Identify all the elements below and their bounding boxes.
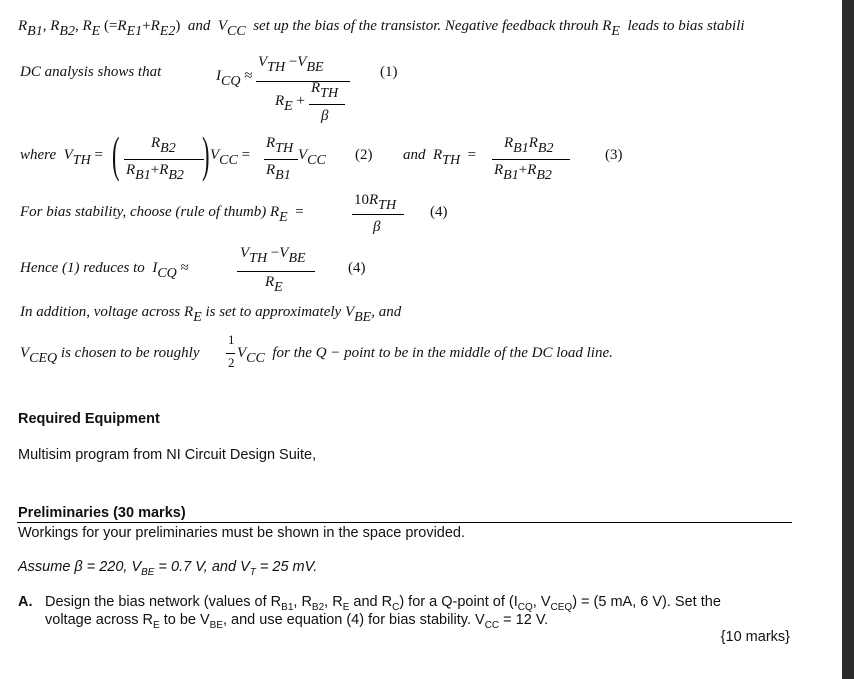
text: In addition, voltage across — [20, 304, 181, 320]
sym: V — [210, 147, 220, 163]
eq5-number: (4) — [348, 260, 366, 276]
marks-label: {10 marks} — [720, 629, 790, 645]
sym: R — [504, 135, 514, 151]
preliminaries-heading: Preliminaries (30 marks) — [18, 505, 186, 521]
text: is set to approximately — [205, 304, 342, 320]
eq2-lead — [20, 147, 103, 168]
fraction-bar — [237, 271, 315, 272]
sub: CQ — [517, 601, 533, 613]
rth-symbol — [266, 135, 294, 156]
sym: = — [241, 147, 251, 163]
text: , and use equation (4) for bias stability. V — [223, 612, 485, 628]
sub: E — [342, 601, 350, 613]
sym: R — [18, 18, 28, 34]
half-numerator: 1 — [228, 332, 235, 347]
sym: R — [527, 162, 537, 178]
beta-symbol: β — [321, 108, 329, 124]
sym: R — [266, 162, 276, 178]
vcc-symbol — [237, 345, 613, 366]
sub: B2 — [311, 601, 325, 613]
sym: 10 — [354, 192, 369, 208]
sym: (= — [103, 18, 118, 34]
rb2-symbol — [151, 135, 176, 156]
sub: B2 — [59, 24, 75, 39]
heading-underline — [17, 522, 792, 523]
sym: V — [297, 54, 307, 70]
sym: R — [528, 135, 538, 151]
sym: R — [275, 93, 285, 109]
sym: + — [518, 162, 528, 178]
sub: B2 — [536, 168, 552, 183]
sym: , — [42, 18, 47, 34]
eq5-lead — [20, 260, 189, 281]
eq1-denominator — [275, 93, 305, 114]
text: voltage across R — [45, 612, 153, 628]
sub: CC — [246, 351, 265, 366]
sym: R — [369, 192, 379, 208]
sub: B2 — [168, 168, 184, 183]
sym: R — [602, 18, 612, 34]
sym: R — [50, 18, 60, 34]
sym: V — [298, 147, 308, 163]
text: For bias stability, choose (rule of thumb) — [20, 204, 267, 220]
fraction-bar — [352, 214, 404, 215]
sub: BE — [141, 566, 155, 578]
vcc-symbol — [298, 147, 326, 168]
sub: B1 — [275, 168, 291, 183]
beta-symbol: β — [373, 219, 381, 235]
sub: CQ — [157, 266, 177, 281]
sub: CC — [219, 153, 238, 168]
sub: E — [91, 24, 101, 39]
rb1-plus-rb2 — [494, 162, 552, 183]
sub: TH — [442, 153, 461, 168]
text: Assume β = 220, V — [18, 559, 142, 575]
sub: E — [284, 99, 293, 114]
sub: E2 — [159, 24, 176, 39]
text: for the Q − point to be in the middle of the DC load line. — [272, 345, 613, 361]
vcc-symbol — [210, 147, 251, 168]
sub: E — [274, 280, 283, 295]
preliminaries-text: Workings for your preliminaries must be shown in the space provided. — [18, 525, 466, 541]
sub: CC — [307, 153, 326, 168]
intro-line — [18, 18, 745, 39]
sub: TH — [378, 198, 397, 213]
eq4-number: (4) — [430, 204, 448, 220]
sub: TH — [249, 251, 268, 266]
sym: V — [240, 245, 250, 261]
eq5-numerator — [240, 245, 306, 266]
sym: − — [270, 245, 280, 261]
sym: I — [152, 260, 158, 276]
sym: + — [296, 93, 305, 109]
sub: TH — [267, 60, 286, 75]
sym: V — [258, 54, 268, 70]
sub: E — [611, 24, 620, 39]
eq2-number: (2) — [355, 147, 373, 163]
sym: R — [311, 80, 321, 96]
text: , and — [371, 304, 402, 320]
sym: ) — [175, 18, 181, 34]
sym: V — [344, 304, 355, 320]
sub: CC — [484, 619, 500, 631]
sub: BE — [209, 619, 223, 631]
fraction-bar — [124, 159, 204, 160]
text: ) = (5 mA, 6 V). Set the — [572, 594, 721, 610]
rth-symbol — [311, 80, 339, 101]
right-paren: ) — [202, 126, 210, 182]
text: = 0.7 V, and V — [154, 559, 250, 575]
sym: ≈ — [180, 260, 189, 276]
rb1-plus-rb2 — [126, 162, 184, 183]
icq-symbol — [216, 68, 253, 89]
sym: R — [159, 162, 169, 178]
sym: R — [151, 135, 161, 151]
sym: V — [237, 345, 247, 361]
sub: B1 — [513, 141, 529, 156]
sub: TH — [275, 141, 294, 156]
rb1-symbol — [266, 162, 291, 183]
fraction-bar — [226, 353, 235, 354]
sub: BE — [288, 251, 306, 266]
text: set up the bias of the transistor. Negative feedback throuh — [253, 18, 599, 34]
fraction-bar — [264, 159, 298, 160]
sym: V — [20, 345, 30, 361]
text: and R — [349, 594, 393, 610]
sym: R — [126, 162, 136, 178]
sub: B1 — [503, 168, 519, 183]
sub: B1 — [27, 24, 43, 39]
text: Hence (1) reduces to — [20, 260, 145, 276]
sub: B1 — [281, 601, 294, 613]
text: Design the bias network (values of R — [45, 594, 282, 610]
sym: R — [269, 204, 280, 220]
sub: CC — [227, 24, 246, 39]
sym: + — [150, 162, 160, 178]
sub: B1 — [135, 168, 151, 183]
re-symbol — [265, 274, 283, 295]
sub: BE — [306, 60, 324, 75]
sub: TH — [72, 153, 91, 168]
sym: R — [184, 304, 194, 320]
sub: E — [153, 619, 160, 631]
text: and — [187, 18, 211, 34]
text: is chosen to be roughly — [60, 345, 200, 361]
sub: E1 — [126, 24, 143, 39]
sub: BE — [354, 310, 372, 325]
sub: TH — [320, 86, 339, 101]
sub: B2 — [537, 141, 554, 156]
sym: R — [265, 274, 275, 290]
rb1rb2 — [504, 135, 554, 156]
text: to be V — [159, 612, 210, 628]
equipment-heading: Required Equipment — [18, 411, 160, 427]
assumptions — [18, 559, 317, 578]
scrollbar-edge[interactable] — [842, 0, 854, 679]
sym: R — [150, 18, 160, 34]
sym: ≈ — [244, 68, 253, 84]
sym: = — [467, 147, 477, 163]
sym: R — [117, 18, 127, 34]
eq1-number: (1) — [380, 64, 398, 80]
eq1-numerator — [258, 54, 324, 75]
text: , R — [324, 594, 343, 610]
sym: , — [74, 18, 79, 34]
sym: V — [217, 18, 228, 34]
text: , V — [532, 594, 551, 610]
sym: + — [142, 18, 151, 34]
sym: I — [216, 68, 221, 84]
sym: − — [288, 54, 298, 70]
sym: V — [63, 147, 73, 163]
addition-line — [20, 304, 402, 325]
sym: = — [94, 147, 103, 163]
text: ) for a Q-point of (I — [399, 594, 518, 610]
sub: E — [193, 310, 202, 325]
question-a-line2 — [45, 612, 548, 631]
eq3-lead — [403, 147, 477, 168]
text: = 25 mV. — [255, 559, 318, 575]
text: and — [403, 147, 426, 163]
sub: C — [392, 601, 400, 613]
sub: E — [279, 210, 288, 225]
text: where — [20, 147, 57, 163]
text: leads to bias stabili — [627, 18, 745, 34]
fraction-bar — [309, 104, 345, 105]
sub: T — [249, 566, 256, 578]
sym: R — [494, 162, 504, 178]
sym: R — [82, 18, 92, 34]
sub: CEQ — [550, 601, 573, 613]
text: = 12 V. — [499, 612, 549, 628]
sub: B2 — [160, 141, 176, 156]
left-paren: ( — [112, 126, 120, 182]
vceq-line — [20, 345, 200, 366]
sym: R — [266, 135, 276, 151]
sub: CQ — [221, 74, 241, 89]
sym: V — [279, 245, 289, 261]
question-a-line1: Design the bias network (values of $R_{B1}$, $R_{B2}$, $R_E$ and $R_C$) for a Q-point of ($I_{CQ}$, $V_{CEQ}) = (5$ mA, 6 V). Set the — [45, 594, 721, 613]
sym: = — [295, 204, 304, 220]
question-a-label: A. — [18, 594, 33, 610]
eq4-lead — [20, 204, 304, 225]
half-denominator: 2 — [228, 355, 235, 370]
sub: CEQ — [29, 351, 58, 366]
10rth — [354, 192, 397, 213]
eq3-number: (3) — [605, 147, 623, 163]
sym: R — [433, 147, 443, 163]
equipment-text: Multisim program from NI Circuit Design Suite, — [18, 447, 317, 463]
fraction-bar — [492, 159, 570, 160]
eq1-lead: DC analysis shows that — [20, 64, 162, 80]
